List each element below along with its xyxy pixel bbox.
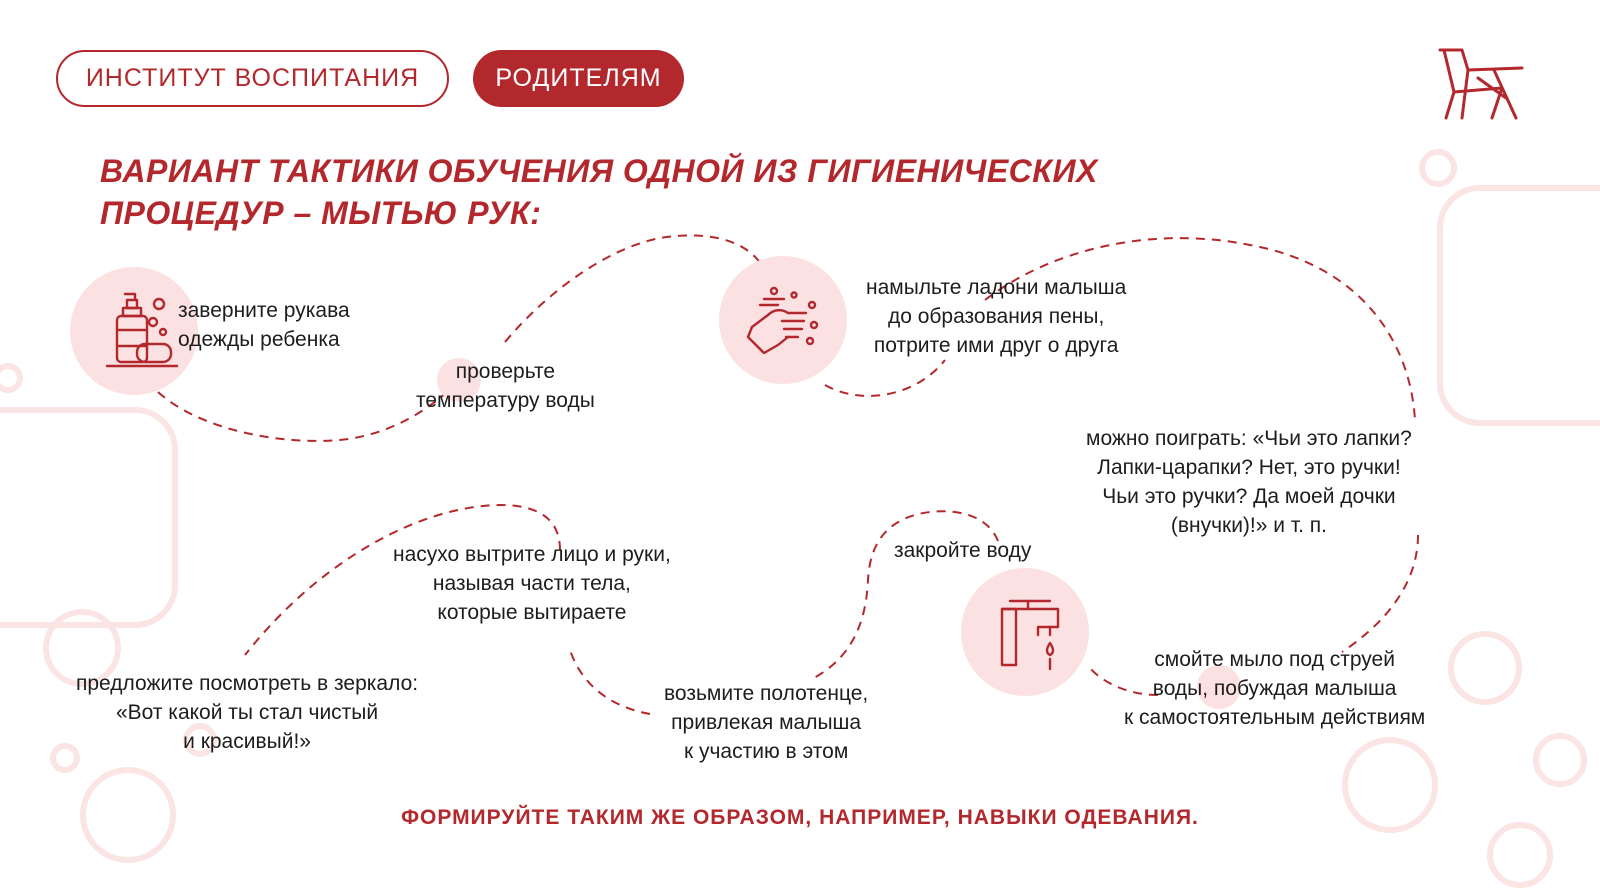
step-line: заверните рукава <box>178 299 350 322</box>
soap-dispenser-icon <box>89 286 179 376</box>
footer-note: ФОРМИРУЙТЕ ТАКИМ ЖЕ ОБРАЗОМ, НАПРИМЕР, НАВЫКИ ОДЕВАНИЯ. <box>401 806 1199 829</box>
step-line: закройте воду <box>894 539 1032 562</box>
step-line: к самостоятельным действиям <box>1124 706 1426 729</box>
step-line: к участию в этом <box>683 740 849 763</box>
step-line: которые вытираете <box>437 601 627 624</box>
page-title-line-2: ПРОЦЕДУР – МЫТЬЮ РУК: <box>100 195 542 231</box>
step-close-water <box>894 536 1031 565</box>
step-line: намыльте ладони малыша <box>866 276 1127 299</box>
step-line: до образования пены, <box>887 305 1105 328</box>
step-line: Лапки-царапки? Нет, это ручки! <box>1097 456 1401 479</box>
step-line: потрите ими друг о друга <box>873 334 1119 357</box>
step-lather-palms <box>866 273 1126 360</box>
step-look-in-mirror <box>76 669 418 756</box>
step-line: воды, побуждая малыша <box>1152 677 1397 700</box>
step-line: температуру воды <box>416 389 595 412</box>
step-line: «Вот какой ты стал чистый <box>115 701 379 724</box>
step-line: насухо вытрите лицо и руки, <box>393 543 671 566</box>
step-line: смойте мыло под струей <box>1154 648 1395 671</box>
step-line: предложите посмотреть в зеркало: <box>76 672 419 695</box>
step-line: проверьте <box>455 360 556 383</box>
step-line: называя части тела, <box>432 572 631 595</box>
step-line: и красивый!» <box>183 730 311 753</box>
page-title-line-1: ВАРИАНТ ТАКТИКИ ОБУЧЕНИЯ ОДНОЙ ИЗ ГИГИЕНИЧЕСКИХ <box>100 153 1098 189</box>
institute-tag-label: ИНСТИТУТ ВОСПИТАНИЯ <box>85 64 420 92</box>
parents-tag-label: РОДИТЕЛЯМ <box>495 64 662 92</box>
step-take-towel <box>664 679 868 766</box>
step-roll-sleeves <box>178 296 350 354</box>
step-play-game <box>1086 424 1412 540</box>
step-line: возьмите полотенце, <box>664 682 869 705</box>
step-line: Чьи это ручки? Да моей дочки <box>1102 485 1396 508</box>
wash-step-circle <box>719 256 847 384</box>
step-line: привлекая малыша <box>671 711 862 734</box>
step-line: (внучки)!» и т. п. <box>1170 514 1328 537</box>
step-line: одежды ребенка <box>178 328 340 351</box>
water-faucet-icon <box>980 587 1070 677</box>
step-check-temperature <box>416 357 595 415</box>
faucet-step-circle <box>961 568 1089 696</box>
step-dry-face-hands <box>393 540 671 627</box>
step-line: можно поиграть: «Чьи это лапки? <box>1086 427 1412 450</box>
step-rinse-soap <box>1124 645 1425 732</box>
washing-hands-icon <box>738 275 828 365</box>
